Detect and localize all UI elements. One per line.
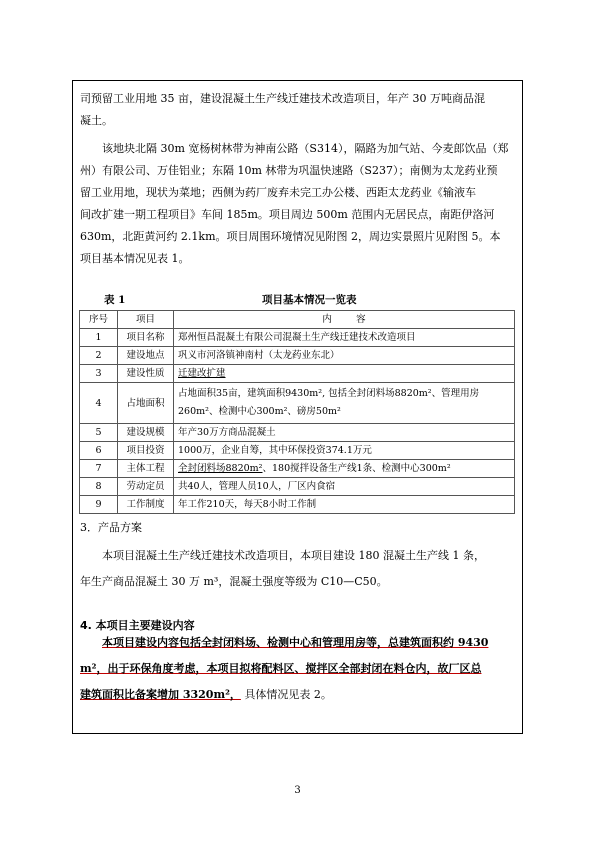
row-item: 项目名称 [118, 329, 174, 347]
table-row [80, 442, 515, 460]
section-4-line-2: m²，出于环保角度考虑，本项目拟将配料区、搅拌区全部封闭在料仓内，故厂区总 [80, 662, 482, 675]
table-row [80, 365, 515, 383]
row-item: 建设地点 [118, 347, 174, 365]
paragraph-2-line-6: 项目基本情况见表 1。 [80, 252, 190, 265]
row-content-line-1: 占地面积35亩，建筑面积9430m², 包括全封闭料场8820m²、管理用房 [178, 388, 480, 399]
page-number: 3 [294, 785, 301, 796]
section-4-heading: 4. 本项目主要建设内容 [80, 619, 195, 632]
table-label: 表 1 [104, 294, 126, 306]
project-info-table [79, 310, 515, 514]
section-3-heading: 3．产品方案 [80, 521, 142, 534]
paragraph-2-line-3: 留工业用地，现状为菜地；西侧为药厂废弃未完工办公楼、西距太龙药业《输液车 [80, 186, 476, 199]
section-4-line-1: 本项目建设内容包括全封闭料场、检测中心和管理用房等，总建筑面积约 9430 [102, 636, 489, 649]
header-no: 序号 [80, 311, 118, 329]
row-content-text: 迁建改扩建 [178, 368, 226, 379]
row-no: 1 [80, 329, 118, 347]
section-3-line-2: 年生产商品混凝土 30 万 m³，混凝土强度等级为 C10—C50。 [80, 575, 388, 588]
section-4-line-3-rest: 具体情况见表 2。 [240, 688, 332, 701]
table-header-row [80, 311, 515, 329]
section-4-line-3-bold: 建筑面积比备案增加 3320m²， [80, 688, 241, 701]
table-row [80, 329, 515, 347]
header-content: 内 容 [174, 311, 515, 329]
row-no: 7 [80, 460, 118, 478]
row-content [174, 460, 515, 478]
table-row [80, 383, 515, 424]
section-4-line-3 [80, 684, 516, 706]
table-row [80, 424, 515, 442]
row-content-underlined: 全封闭料场8820m² [178, 463, 263, 474]
row-content: 巩义市河洛镇神南村（太龙药业东北） [174, 347, 515, 365]
table-title: 项目基本情况一览表 [262, 294, 357, 306]
row-no: 8 [80, 478, 118, 496]
row-content [174, 383, 515, 424]
row-item: 工作制度 [118, 496, 174, 514]
row-no: 3 [80, 365, 118, 383]
paragraph-1-line-2: 凝土。 [80, 114, 113, 127]
row-item: 占地面积 [118, 383, 174, 424]
row-item: 建设性质 [118, 365, 174, 383]
paragraph-1-line-1: 司预留工业用地 35 亩，建设混凝土生产线迁建技术改造项目，年产 30 万吨商品混 [80, 92, 485, 105]
paragraph-2-line-4: 间改扩建一期工程项目》车间 185m。项目周边 500m 范围内无居民点，南距伊洛河 [80, 208, 495, 221]
header-item: 项目 [118, 311, 174, 329]
table-row [80, 460, 515, 478]
row-content: 郑州恒昌混凝土有限公司混凝土生产线迁建技术改造项目 [174, 329, 515, 347]
row-no: 6 [80, 442, 118, 460]
row-item: 项目投资 [118, 442, 174, 460]
row-content: 年工作210天，每天8小时工作制 [174, 496, 515, 514]
row-content-line-2: 260m²、检测中心300m²、磅房50m² [178, 406, 341, 417]
row-no: 4 [80, 383, 118, 424]
row-content: 共40人，管理人员10人，厂区内食宿 [174, 478, 515, 496]
row-content [174, 365, 515, 383]
row-no: 9 [80, 496, 118, 514]
table-row [80, 347, 515, 365]
row-item: 主体工程 [118, 460, 174, 478]
paragraph-2-line-2: 州）有限公司、万佳铝业；东隔 10m 林带为巩温快速路（S237）；南侧为太龙药业预 [80, 164, 498, 177]
paragraph-2-line-5: 630m，北距黄河约 2.1km。项目周围环境情况见附图 2，周边实景照片见附图 5。本 [80, 230, 501, 243]
row-content-rest: 、180搅拌设备生产线1条、检测中心300m² [262, 463, 451, 474]
section-3-line-1: 本项目混凝土生产线迁建技术改造项目，本项目建设 180 混凝土生产线 1 条， [102, 549, 485, 562]
row-content: 年产30万方商品混凝土 [174, 424, 515, 442]
row-no: 5 [80, 424, 118, 442]
table-row [80, 478, 515, 496]
paragraph-2-line-1: 该地块北隔 30m 宽杨树林带为神南公路（S314），隔路为加气站、今麦郎饮品（郑 [102, 142, 509, 155]
row-item: 劳动定员 [118, 478, 174, 496]
row-no: 2 [80, 347, 118, 365]
row-item: 建设规模 [118, 424, 174, 442]
table-row [80, 496, 515, 514]
row-content: 1000万，企业自筹，其中环保投资374.1万元 [174, 442, 515, 460]
